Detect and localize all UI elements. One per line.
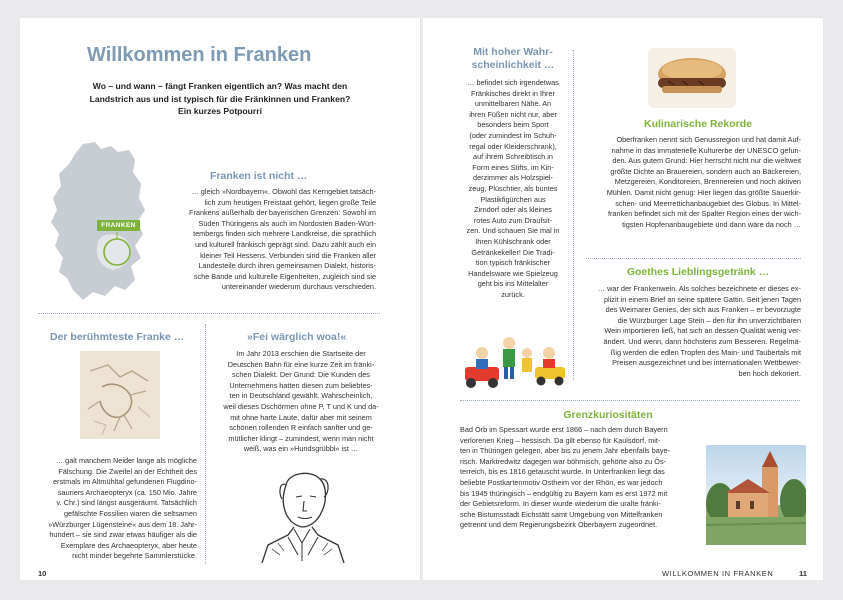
page-number-right: 11 xyxy=(799,569,807,578)
bratwurst-icon xyxy=(648,48,736,108)
heading-line: Mit hoher Wahr- xyxy=(473,46,553,58)
body-line: … war der Frankenwein. Als solches bezeichnete er dieses ex- xyxy=(597,284,801,293)
body-line: rotes Auto zum Draufsit- xyxy=(473,215,553,225)
body-line: sche Bande und kulturelle Eigenheiten, zugleich sind sie xyxy=(193,271,376,281)
body-line: schen Dialekt. Der Grund: Die Kunden des xyxy=(232,370,370,380)
intro-line: Landstrich aus und ist typisch für die Fränkinnen und Franken? xyxy=(89,93,351,104)
body-line: hundert – sie sind zwar etwas häufiger als die xyxy=(49,530,197,540)
body-line: Deutschen Bahn für eine kurze Zeit im fränki- xyxy=(227,359,375,369)
body-line: die Würzburger Lage Stein – den für ihn unverzichtbaren xyxy=(617,315,801,325)
body-line: Preisen ausgezeichnet und bei internationalen Wettbewer- xyxy=(612,358,801,368)
section-divider xyxy=(460,400,800,401)
body-line: ben hoch dekoriert. xyxy=(738,368,801,378)
body-line: risch. Marktredwitz dagegen war böhmisch, gehörte also zu Ös- xyxy=(460,456,667,466)
body-line: gefälschte Fossilien waren die seltsamen xyxy=(63,508,197,518)
body-line: regal oder Kleiderschrank), xyxy=(469,141,557,151)
body-line: Fälschung. Die Zweifel an der Echtheit des xyxy=(58,466,197,476)
body-line: mit ohne harte Laute, dafür aber mit seinem xyxy=(230,412,372,422)
body-line: beliebte Postkartenmotiv Ostheim vor der Rhön, es war jedoch xyxy=(460,477,663,487)
page-number-left: 10 xyxy=(38,569,47,578)
body-line: … galt manchem Neider lange als mögliche xyxy=(55,456,197,465)
intro-line: Ein kurzes Potpourri xyxy=(177,106,263,116)
section-divider xyxy=(586,258,801,259)
body-line: Plastikfigürchen aus xyxy=(480,194,546,204)
body-line: der Gebietsreform. In dieser wurde wiederum die uralte fränki- xyxy=(460,499,661,509)
toy-figures-icon xyxy=(461,323,571,393)
franken-heading: Franken ist nicht … xyxy=(210,170,308,182)
body-line: Süden Thüringens als auch im Nordosten Baden-Würt- xyxy=(198,218,376,228)
body-line: verlorenen Krieg – hessisch. Da gilt ebenso für Kaulsdorf, mit- xyxy=(460,435,661,445)
body-line: tigsten Hopfenanbaugebiete und dann wäre da noch … xyxy=(622,219,801,229)
map-label: FRANKEN xyxy=(97,220,140,231)
body-line: des Weimarer Genies, der sich aus Franken – er bevorzugte xyxy=(605,305,801,315)
section-divider xyxy=(38,313,380,314)
grenz-heading: Grenzkuriositäten xyxy=(563,409,653,421)
body-line: Metzgereien, Konditoreien, Brennereien und noch aktiven xyxy=(614,177,801,187)
famous-body xyxy=(35,456,197,562)
body-line: Zirndorf oder als kleines xyxy=(474,205,552,215)
body-line: ßig werden die edlen Tropfen des Main- und Taubertals mit xyxy=(610,347,801,357)
body-line: v. Chr.) sind längst ausgeräumt. Tatsächlich xyxy=(56,498,197,508)
body-line: untereinander wiederum durchaus verschieden. xyxy=(221,282,376,292)
body-line: Wein importieren ließ, hat sich an dessen Qualität wenig ver- xyxy=(604,326,801,336)
fei-body xyxy=(213,349,389,455)
body-line: Exemplare des Archaeopteryx, aber heute xyxy=(60,540,197,550)
body-line: ändert. Und wenn, dann höchstens zum Besseren. Regelmä- xyxy=(603,336,801,346)
body-line: lich zum heutigen Freistaat gehört, liegen große Teile xyxy=(204,197,376,207)
body-line: den. Aus gutem Grund: Hier herrscht nicht nur die weltweit xyxy=(612,156,801,166)
body-line: kleiner Teil Hessens. Verbunden sind die Franken aller xyxy=(200,250,376,260)
body-line: … gleich »Nordbayern«. Obwohl das Kerngebiet tatsäch- xyxy=(191,187,376,196)
body-line: tembergs finden sich mehrere Landkreise, die sprachlich xyxy=(193,229,376,239)
body-line: Form eines Stifts, im Kin- xyxy=(472,162,554,172)
body-line: … befindet sich irgendetwas xyxy=(467,78,559,87)
body-line: Frankens außerhalb der bayerischen Grenzen: Sowohl im xyxy=(189,208,376,218)
body-line: erstmals im Altmühltal gefundenen Flugdino- xyxy=(53,477,197,487)
body-line: Ihren Kühlschrank oder xyxy=(475,236,551,246)
culinary-body xyxy=(573,135,801,230)
goethe-portrait-icon xyxy=(258,465,348,563)
body-line: besonders beim Sport xyxy=(477,120,549,130)
body-line: Bad Orb im Spessart wurde erst 1866 – nach dem durch Bayern xyxy=(460,425,668,434)
body-line: schen- und Meerrettichanbaugebiet des Globus. In Mittel- xyxy=(615,198,801,208)
running-head: WILLKOMMEN IN FRANKEN xyxy=(662,569,774,578)
body-line: Handelsware wie Spielzeug xyxy=(468,268,558,278)
body-line: terreich, bis es 1816 getauscht wurde. In Unterfranken liegt das xyxy=(460,467,665,477)
intro-line: Wo – und wann – fängt Franken eigentlich an? Was macht den xyxy=(92,81,348,91)
body-line: (oder zumindest im Schuh- xyxy=(469,130,557,140)
body-line: Landesteile durch ihren gemeinsamen Dialekt, historis- xyxy=(198,261,376,271)
fossil-icon xyxy=(80,351,160,439)
body-line: weiß, was ein »Hundsgrübbl« ist … xyxy=(243,444,359,454)
body-line: auf ihrem Schreibtisch in xyxy=(473,152,553,162)
left-page xyxy=(20,18,421,580)
goethe-body xyxy=(573,284,801,379)
body-line: unmittelbaren Nähe. An xyxy=(474,99,552,109)
body-line: Mühlen. Damit nicht genug: Hier liegen das größte Sauerkir- xyxy=(606,187,801,197)
church-icon xyxy=(706,445,806,545)
culinary-heading: Kulinarische Rekorde xyxy=(644,118,752,130)
body-line: geht bis ins Mittelalter xyxy=(477,279,549,289)
body-line: Unternehmens hatten diesen zum beliebtes- xyxy=(229,380,373,390)
body-line: Fränkisches direkt in Ihrer xyxy=(471,88,555,98)
body-line: nahme in das immaterielle Kulturerbe der UNESCO gefun- xyxy=(611,145,801,155)
body-line: zurück. xyxy=(501,289,525,299)
body-line: Oberfranken nennt sich Genussregion und hat damit Auf- xyxy=(616,135,801,144)
body-line: ten in Thüringen gelegen, aber bis zu jenem Jahr ebenfalls baye- xyxy=(460,446,670,456)
intro-text xyxy=(80,80,360,118)
body-line: getrennt und dem Regierungsbezirk Oberbayern zugeordnet. xyxy=(460,520,658,530)
probability-heading xyxy=(448,46,578,72)
fossil-image xyxy=(80,351,160,439)
franken-body xyxy=(150,187,376,293)
body-line: Im Jahr 2013 erschien die Startseite der xyxy=(236,349,366,358)
body-line: größte Dichte an Brauereien, sondern auch an Bäckereien, xyxy=(610,166,801,176)
goethe-heading: Goethes Lieblingsgetränk … xyxy=(626,266,770,278)
bratwurst-image xyxy=(648,48,736,108)
body-line: nicht minder begehrte Sammlerstücke. xyxy=(72,551,197,561)
body-line: sauriers Archaeopteryx (ca. 150 Mio. Jahre xyxy=(57,487,197,497)
heading-line: scheinlichkeit … xyxy=(471,59,555,71)
body-line: ihren Füßen nicht nur, aber xyxy=(469,109,557,119)
body-line: ten in Deutschland gewählt. Wahrscheinlich, xyxy=(229,391,373,401)
body-line: tion typisch fränkischer xyxy=(475,258,551,268)
fei-heading: »Fei wärglich woa!« xyxy=(247,331,347,343)
grenz-body xyxy=(460,425,700,531)
probability-body xyxy=(448,78,578,300)
body-line: zeug, Plüschtier, als buntes xyxy=(468,183,558,193)
body-line: schönen rollenden R einfach sanfter und ge- xyxy=(229,423,373,433)
body-line: bis 1945 thüringisch – endgültig zu Bayern kam es erst 1972 mit xyxy=(460,488,668,498)
column-divider xyxy=(205,324,206,564)
body-line: plizit in einem Brief an seine spätere Gattin. Seit jenen Tagen xyxy=(604,294,801,304)
famous-heading: Der berühmteste Franke … xyxy=(50,331,185,343)
body-line: sche Bistumsstadt Eichstätt samt Umgebung von Mittelfranken xyxy=(460,509,663,519)
body-line: franken befindet sich mit der Spalter Region eines der wich- xyxy=(607,209,801,219)
body-line: zen. Und schauen Sie mal in xyxy=(466,226,560,236)
body-line: und kulturell fränkisch geprägt sind. Dazu zählt auch ein xyxy=(195,239,376,249)
body-line: Getränkekeller! Die Tradi- xyxy=(471,247,555,257)
body-line: mütlicher klingt – zumindest, wenn man nicht xyxy=(228,433,374,443)
page-title: Willkommen in Franken xyxy=(87,44,312,66)
body-line: »Würzburger Lügensteine« aus dem 18. Jahr- xyxy=(48,519,197,529)
right-page xyxy=(423,18,823,580)
body-line: derzimmer als Holzspiel- xyxy=(473,173,553,183)
body-line: weil dieses Dschörmen ohne P, T und K und da- xyxy=(223,401,379,411)
church-photo xyxy=(706,445,806,545)
